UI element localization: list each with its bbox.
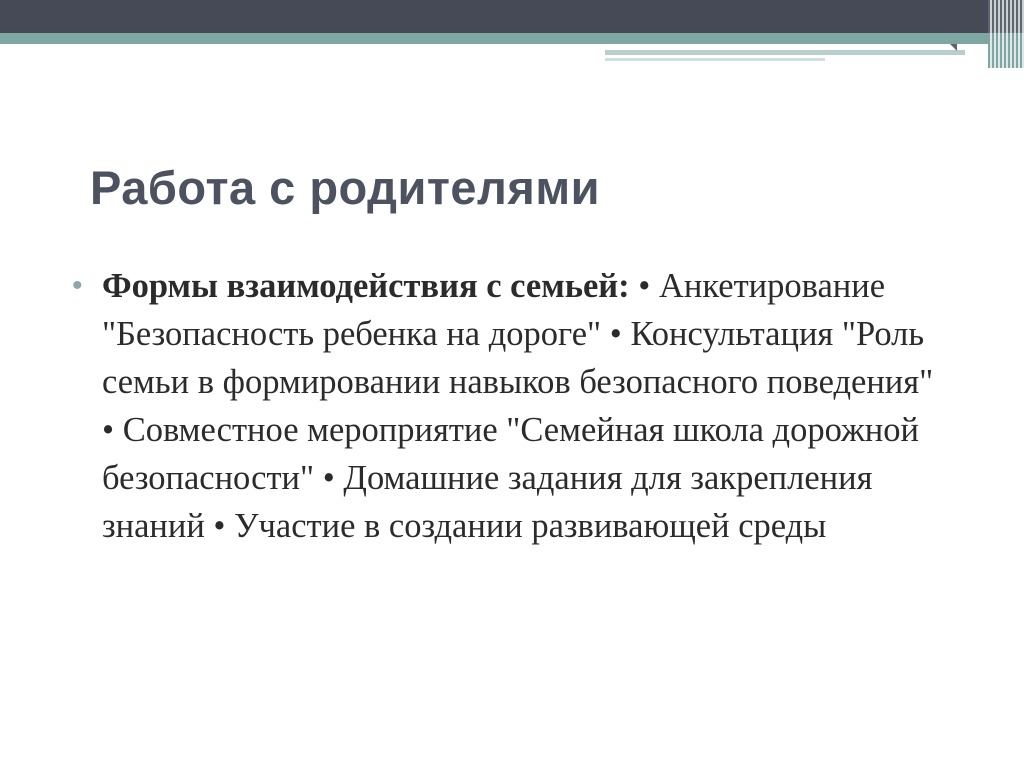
body-text-2: • Совместное мероприятие "Семейная школа дорожной безопасности" • Домашние задания для закрепления знаний • Участие в создании развивающей среды [102,411,919,545]
accent-line [605,50,965,55]
body-lead: Формы взаимодействия с семьей: [102,267,630,305]
bullet-icon: • [72,269,83,302]
header-bar [0,0,1024,33]
accent-line-secondary [605,58,825,61]
corner-triangle-icon [950,44,957,51]
decor-stripes-teal [988,33,1024,68]
slide-body [102,262,962,550]
body-text-1: • Анкетирование "Безопасность ребенка на дороге" • Консультация "Роль семьи в формировании навыков безопасного поведения" [102,267,934,401]
slide-title: Работа с родителями [90,161,600,214]
accent-band [0,33,1024,44]
